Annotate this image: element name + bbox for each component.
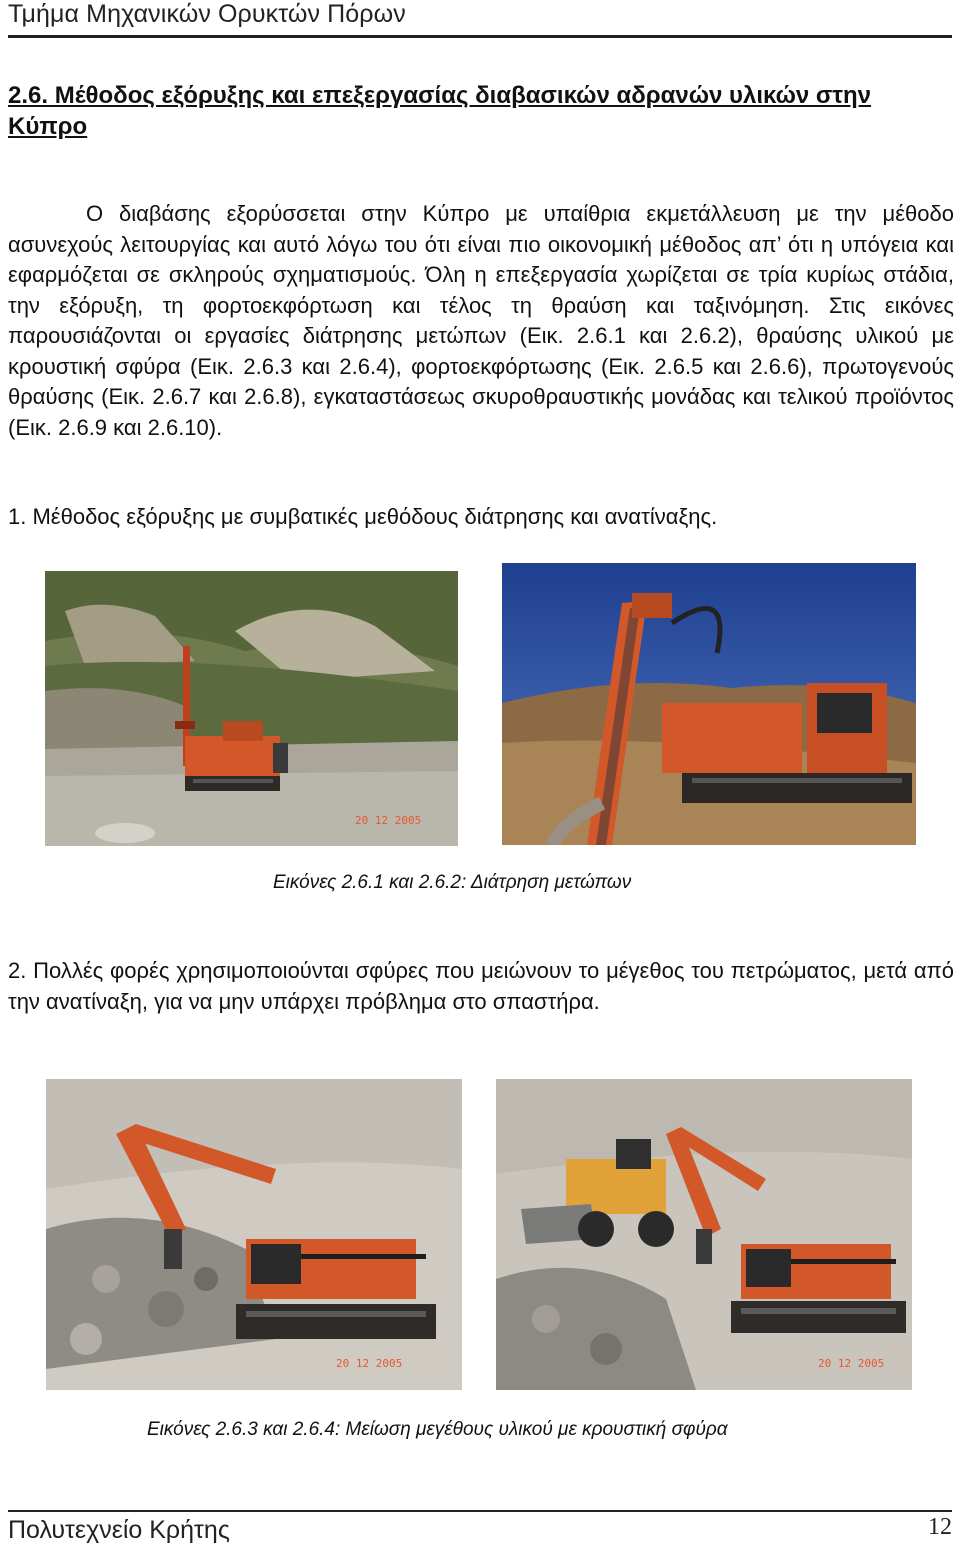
page-number: 12	[928, 1514, 952, 1540]
footer-divider	[8, 1510, 952, 1512]
caption-hammer: Εικόνες 2.6.3 και 2.6.4: Μείωση μεγέθους υλικού με κρουστική σφύρα	[147, 1419, 728, 1440]
list-item-drilling-method: 1. Μέθοδος εξόρυξης με συμβατικές μεθόδους διάτρησης και ανατίναξης.	[8, 504, 718, 529]
header-title: Τμήμα Μηχανικών Ορυκτών Πόρων	[8, 0, 406, 28]
section-title: 2.6. Μέθοδος εξόρυξης και επεξεργασίας διαβασικών αδρανών υλικών στην Κύπρο	[8, 82, 872, 140]
photo3-date-stamp: 20 12 2005	[336, 1357, 403, 1370]
photo-drill-rig-quarry	[45, 571, 458, 846]
list-item-hammers: 2. Πολλές φορές χρησιμοποιούνται σφύρες που μειώνουν το μέγεθος του πετρώματος, μετά από την ανατίναξη, για να μην υπάρχει πρόβλημα στο σπαστήρα.	[8, 958, 954, 1014]
intro-paragraph	[8, 199, 954, 443]
photo4-date-stamp: 20 12 2005	[818, 1357, 885, 1370]
photo-drill-rig-closeup	[502, 563, 916, 845]
caption-drilling: Εικόνες 2.6.1 και 2.6.2: Διάτρηση μετώπων	[273, 872, 632, 893]
intro-paragraph-text: Ο διαβάσης εξορύσσεται στην Κύπρο με υπαίθρια εκμετάλλευση με την μέθοδο ασυνεχούς λειτουργίας και αυτό λόγω του ότι είναι πιο οικονομική μέθοδος απ’ ότι η υπόγεια και εφαρμόζεται σε σκληρούς σχηματισμούς. Όλη η επεξεργασία χωρίζεται σε τρία κυρίως στάδια, την εξόρυξη, τη φορτοεκφόρτωση και τέλος τη θραύση και ταξινόμηση. Στις εικόνες παρουσιάζονται οι εργασίες διάτρησης μετώπων (Εικ. 2.6.1 και 2.6.2), θραύσης υλικού με κρουστική σφύρα (Εικ. 2.6.3 και 2.6.4), φορτοεκφόρτωσης (Εικ. 2.6.5 και 2.6.6), πρωτογενούς θραύσης (Εικ. 2.6.7 και 2.6.8), εγκαταστάσεως σκυροθραυστικής μονάδας και τελικού προϊόντος (Εικ. 2.6.9 και 2.6.10).	[8, 201, 954, 440]
photo-loader-excavator	[496, 1079, 912, 1390]
photo1-date-stamp: 20 12 2005	[355, 814, 422, 827]
header-divider	[8, 35, 952, 38]
footer-institution: Πολυτεχνείο Κρήτης	[8, 1516, 230, 1544]
photo-excavator-hammer	[46, 1079, 462, 1390]
